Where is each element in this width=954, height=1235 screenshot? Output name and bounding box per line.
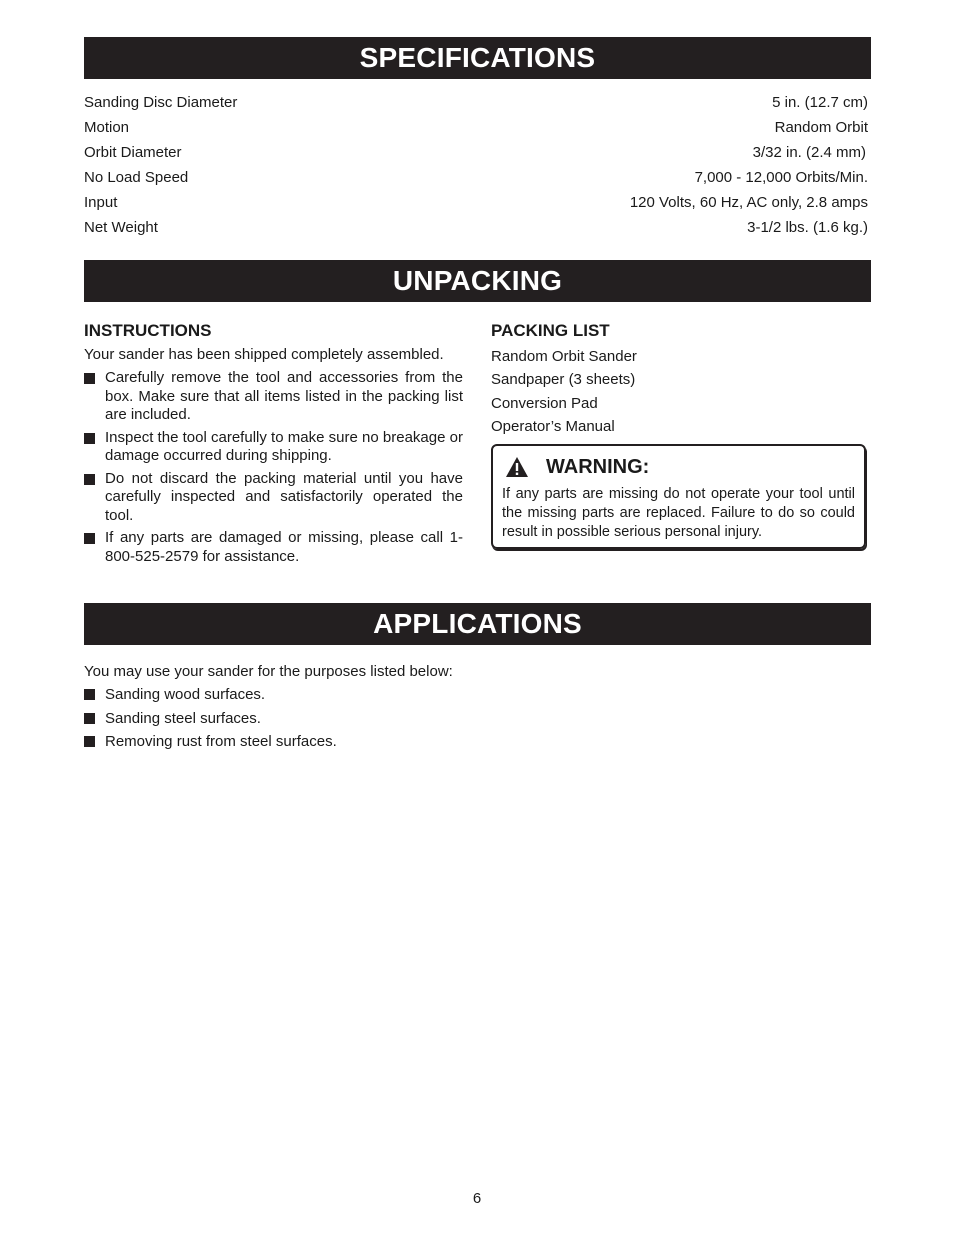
spec-row	[84, 215, 868, 240]
list-item-text: Carefully remove the tool and accessories from the box. Make sure that all items listed in the packing list are included.	[105, 369, 463, 423]
specifications-table	[84, 90, 868, 240]
instructions-heading: INSTRUCTIONS	[84, 321, 212, 340]
list-item	[84, 429, 463, 466]
warning-text: If any parts are missing do not operate your tool until the missing parts are replaced. Failure to do so could result in possible serious personal injury.	[502, 486, 855, 540]
list-item	[84, 732, 784, 752]
warning-triangle-icon	[505, 456, 529, 478]
spec-label: Net Weight	[84, 219, 158, 236]
packing-list	[491, 345, 871, 438]
applications-intro: You may use your sander for the purposes listed below:	[84, 663, 453, 680]
list-item	[84, 529, 463, 566]
list-item	[84, 709, 784, 729]
list-item: Sandpaper (3 sheets)	[491, 371, 636, 389]
list-item-text: Do not discard the packing material until you have carefully inspected and satisfactorily operated the tool.	[105, 469, 463, 524]
spec-value: 120 Volts, 60 Hz, AC only, 2.8 amps	[629, 194, 868, 211]
applications-section	[84, 662, 784, 756]
spec-row	[84, 190, 868, 215]
square-bullet-icon	[84, 433, 95, 444]
square-bullet-icon	[84, 373, 95, 384]
spec-label: Sanding Disc Diameter	[84, 94, 238, 111]
square-bullet-icon	[84, 689, 95, 700]
instructions-section	[84, 320, 463, 570]
list-item-text: Sanding steel surfaces.	[105, 709, 261, 727]
spec-label: Input	[84, 194, 118, 211]
list-item-text: Inspect the tool carefully to make sure no breakage or damage occurred during shipping.	[105, 428, 463, 464]
spec-label: Motion	[84, 119, 130, 136]
spec-value: Random Orbit	[774, 119, 868, 136]
unpacking-banner: UNPACKING	[84, 260, 871, 302]
list-item	[84, 369, 463, 425]
applications-banner: APPLICATIONS	[84, 603, 871, 645]
spec-row	[84, 140, 868, 165]
spec-label: Orbit Diameter	[84, 144, 182, 161]
spec-row	[84, 115, 868, 140]
list-item-text: Removing rust from steel surfaces.	[105, 733, 337, 750]
spec-row	[84, 90, 868, 115]
packing-list-heading: PACKING LIST	[491, 321, 610, 340]
list-item: Conversion Pad	[491, 394, 598, 412]
square-bullet-icon	[84, 533, 95, 544]
square-bullet-icon	[84, 474, 95, 485]
instructions-intro: Your sander has been shipped completely assembled.	[84, 346, 444, 363]
warning-box	[491, 444, 866, 549]
spec-value: 7,000 - 12,000 Orbits/Min.	[694, 169, 868, 186]
instructions-list	[84, 369, 463, 566]
spec-value: 3/32 in. (2.4 mm)	[752, 144, 866, 161]
square-bullet-icon	[84, 736, 95, 747]
spec-value: 5 in. (12.7 cm)	[772, 94, 868, 111]
warning-header	[505, 455, 864, 479]
square-bullet-icon	[84, 713, 95, 724]
specifications-banner: SPECIFICATIONS	[84, 37, 871, 79]
packing-list-section	[491, 320, 871, 438]
list-item: Operator’s Manual	[491, 417, 615, 435]
warning-title: WARNING:	[546, 455, 650, 478]
spec-row	[84, 165, 868, 190]
list-item-text: If any parts are damaged or missing, please call 1-800-525-2579 for assistance.	[105, 529, 463, 565]
spec-value: 3-1/2 lbs. (1.6 kg.)	[747, 219, 868, 236]
list-item	[84, 685, 784, 705]
page-number: 6	[472, 1190, 482, 1207]
list-item-text: Sanding wood surfaces.	[105, 686, 266, 703]
list-item: Random Orbit Sander	[491, 348, 637, 365]
list-item	[84, 470, 463, 526]
applications-list	[84, 685, 784, 752]
spec-label: No Load Speed	[84, 169, 189, 186]
